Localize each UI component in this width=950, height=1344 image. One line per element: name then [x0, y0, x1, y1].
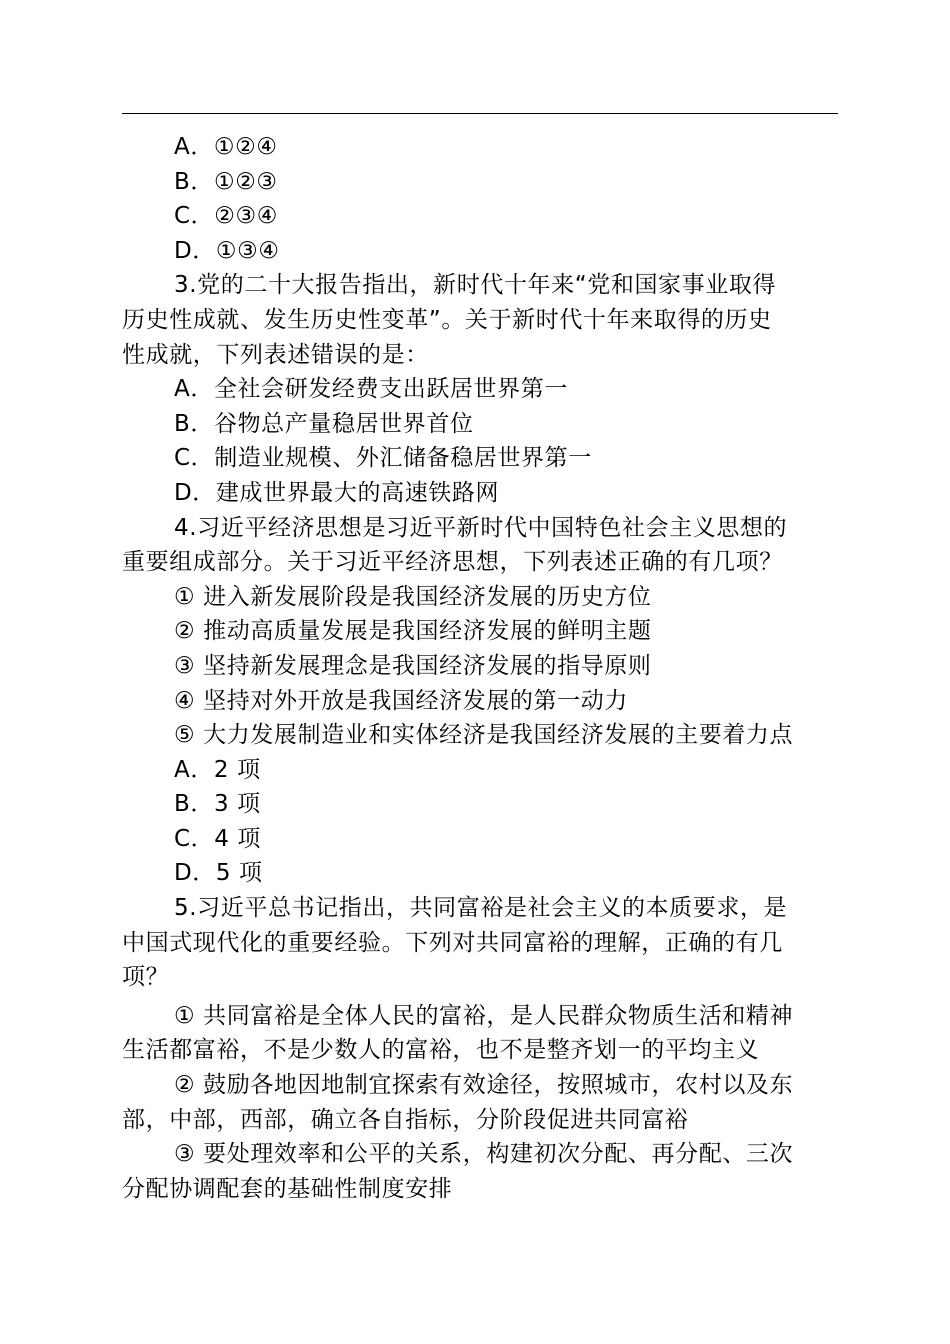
q2-option-a: A．①②④ [174, 134, 278, 160]
q2-options [122, 130, 838, 268]
question-4 [122, 511, 838, 892]
q3-option-d: D．建成世界最大的高速铁路网 [174, 479, 500, 506]
q4-stem-line: 重要组成部分。关于习近平经济思想，下列表述正确的有几项？ [122, 549, 783, 576]
q3-stem-line: 3.党的二十大报告指出，新时代十年来“党和国家事业取得 [174, 272, 777, 299]
question-5 [122, 891, 838, 1206]
q4-statement-3: ③ 坚持新发展理念是我国经济发展的指导原则 [174, 652, 652, 679]
q3-option-c: C．制造业规模、外汇储备稳居世界第一 [174, 445, 592, 472]
q5-stem-line: 中国式现代化的重要经验。下列对共同富裕的理解，正确的有几 [122, 929, 783, 956]
q3-option-a: A．全社会研发经费支出跃居世界第一 [174, 376, 568, 403]
q5-stem-line: 项？ [122, 964, 170, 991]
q4-statement-2: ② 推动高质量发展是我国经济发展的鲜明主题 [174, 618, 652, 645]
q4-stem-line: 4.习近平经济思想是习近平新时代中国特色社会主义思想的 [174, 514, 788, 541]
q5-statement-1-cont: 生活都富裕，不是少数人的富裕，也不是整齐划一的平均主义 [122, 1037, 760, 1064]
q4-statement-4: ④ 坚持对外开放是我国经济发展的第一动力 [174, 687, 628, 714]
q4-option-c: C．4 项 [174, 825, 262, 852]
document-body [122, 130, 838, 1206]
q2-option-c: C．②③④ [174, 203, 278, 230]
q4-statement-1: ① 进入新发展阶段是我国经济发展的历史方位 [174, 583, 652, 610]
q3-stem-line: 历史性成就、发生历史性变革”。关于新时代十年来取得的历史 [122, 306, 772, 333]
q5-stem-line: 5.习近平总书记指出，共同富裕是社会主义的本质要求，是 [174, 895, 788, 922]
q4-option-b: B．3 项 [174, 791, 261, 818]
q4-option-a: A．2 项 [174, 756, 261, 783]
q5-statement-2-cont: 部，中部，西部，确立各自指标，分阶段促进共同富裕 [122, 1106, 689, 1133]
q3-option-b: B．谷物总产量稳居世界首位 [174, 410, 474, 437]
q4-statement-5: ⑤ 大力发展制造业和实体经济是我国经济发展的主要着力点 [174, 722, 794, 749]
question-3 [122, 268, 838, 510]
q2-option-b: B．①②③ [174, 168, 278, 195]
q5-statement-1: ① 共同富裕是全体人民的富裕，是人民群众物质生活和精神 [174, 1002, 794, 1029]
q5-statement-3: ③ 要处理效率和公平的关系，构建初次分配、再分配、三次 [174, 1141, 794, 1168]
header-rule [122, 113, 838, 114]
q5-statement-3-cont: 分配协调配套的基础性制度安排 [122, 1175, 453, 1202]
q2-option-d: D．①③④ [174, 237, 280, 264]
q5-statement-2: ② 鼓励各地因地制宜探索有效途径，按照城市，农村以及东 [174, 1072, 794, 1099]
q3-stem-line: 性成就，下列表述错误的是： [122, 341, 429, 368]
q4-option-d: D．5 项 [174, 860, 263, 887]
